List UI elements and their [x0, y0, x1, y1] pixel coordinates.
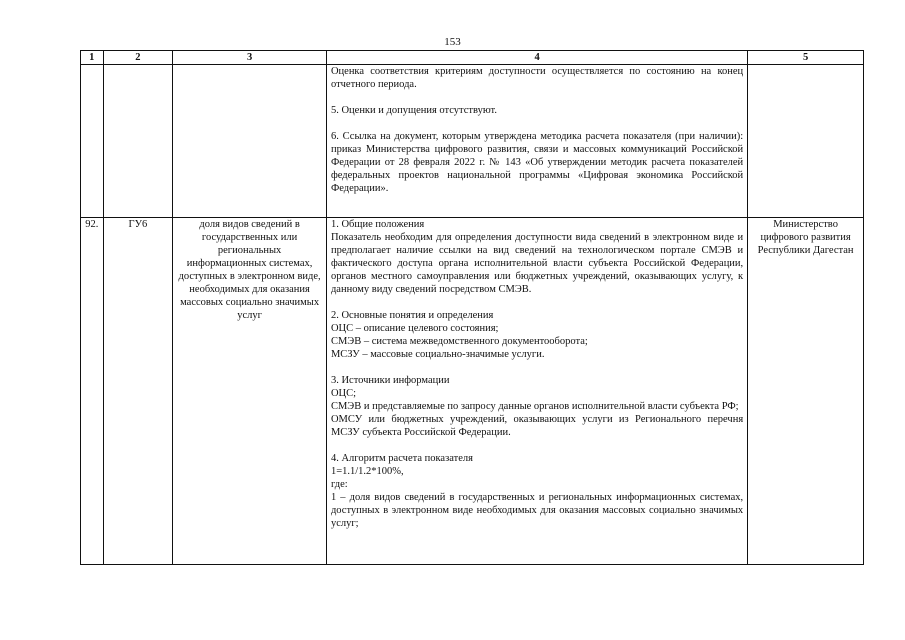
section-general — [331, 218, 743, 296]
header-col-5: 5 — [748, 51, 864, 65]
section-sources — [331, 374, 743, 439]
formula: 1=1.1/1.2*100%, — [330, 466, 404, 477]
cont-paragraph: 6. Ссылка на документ, которым утверждена методика расчета показателя (при наличии): приказ Министерства цифрового развития, связи и массовых коммуникаций Российской Федерации от 28 февраля 2022 г. № 143 «Об утверждении методик расчета показателей федеральных проектов национальной программы «Цифровая экономика Российской Федерации». — [330, 131, 744, 194]
methodology-cell — [326, 218, 747, 565]
section-heading: 4. Алгоритм расчета показателя — [330, 453, 473, 464]
cont-cell-3 — [173, 65, 327, 218]
cont-cell-2 — [103, 65, 173, 218]
cont-methodology-cell — [326, 65, 747, 218]
section-definitions — [331, 309, 743, 361]
definition-line: МСЗУ – массовые социально-значимые услуги. — [330, 349, 545, 360]
source-line: ОЦС; — [330, 388, 357, 399]
responsible-body: Министерство цифрового развития Республики Дагестан — [748, 218, 864, 565]
source-line: СМЭВ и представляемые по запросу данные органов исполнительной власти субъекта РФ; — [330, 401, 739, 412]
source-line: ОМСУ или бюджетных учреждений, оказывающих услуги из Регионального перечня МСЗУ субъекта Российской Федерации. — [330, 414, 744, 438]
header-col-4: 4 — [326, 51, 747, 65]
cont-cell-5 — [748, 65, 864, 218]
table-row-92 — [81, 218, 864, 565]
formula-definition: 1 – доля видов сведений в государственных и региональных информационных системах, доступных в электронном виде необходимых для оказания массовых социально значимых услуг; — [330, 492, 744, 529]
definition-line: ОЦС – описание целевого состояния; — [330, 323, 499, 334]
indicator-table — [80, 50, 864, 565]
header-col-1: 1 — [81, 51, 104, 65]
header-row — [81, 51, 864, 65]
section-text: Показатель необходим для определения доступности вида сведений в электронном виде и предполагает наличие ссылки на вид сведений на технологическом портале СМЭВ и фактического доступа органа исполнительной власти субъекта Российской Федерации, органов местного самоуправления или бюджетных учреждений, оказывающих услугу, к данному виду сведений посредством СМЭВ. — [330, 232, 744, 295]
cont-paragraph: 5. Оценки и допущения отсутствуют. — [330, 105, 497, 116]
section-heading: 1. Общие положения — [330, 219, 425, 230]
section-heading: 2. Основные понятия и определения — [330, 310, 494, 321]
indicator-name: доля видов сведений в государственных или региональных информационных системах, доступных в электронном виде, необходимых для оказания массовых социально значимых услуг — [173, 218, 327, 565]
section-algorithm — [331, 452, 743, 530]
indicator-code: ГУ6 — [103, 218, 173, 565]
row-number: 92. — [81, 218, 104, 565]
continuation-row — [81, 65, 864, 218]
formula-where: где: — [330, 479, 348, 490]
cont-paragraph: Оценка соответствия критериям доступности осуществляется по состоянию на конец отчетного периода. — [330, 66, 744, 90]
header-col-3: 3 — [173, 51, 327, 65]
section-heading: 3. Источники информации — [330, 375, 450, 386]
cont-cell-1 — [81, 65, 104, 218]
page-number: 153 — [444, 36, 461, 48]
header-col-2: 2 — [103, 51, 173, 65]
definition-line: СМЭВ – система межведомственного документооборота; — [330, 336, 588, 347]
